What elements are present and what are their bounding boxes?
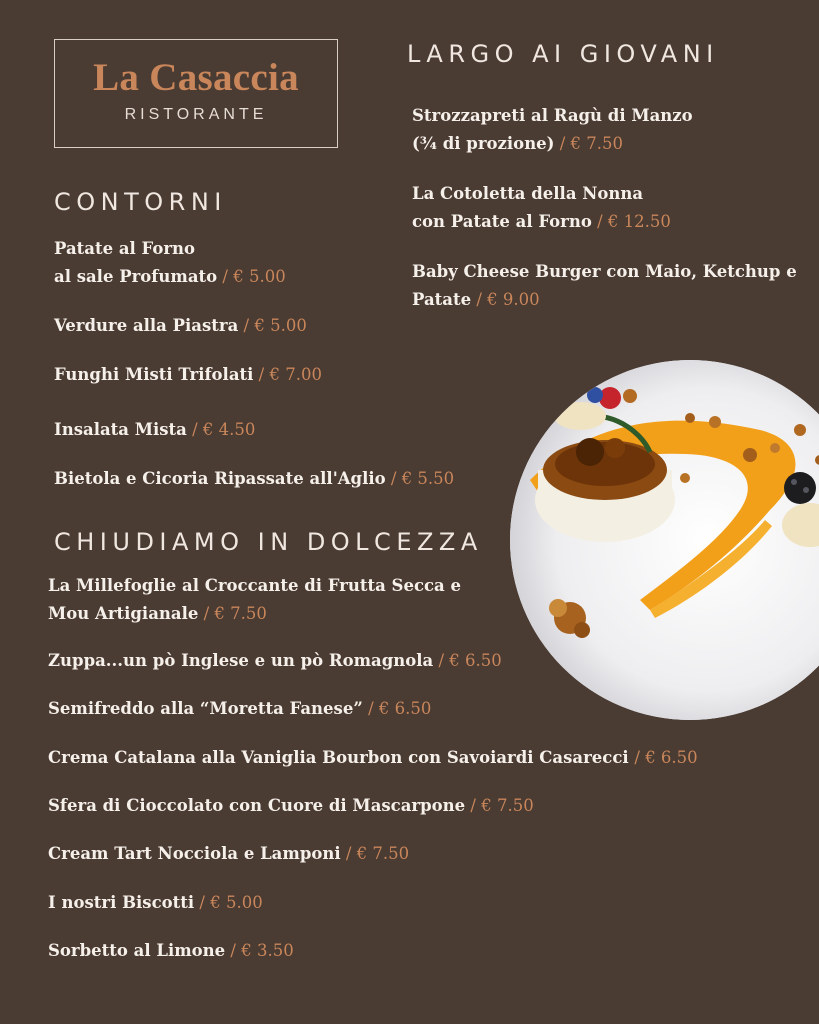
item-name: Sorbetto al Limone [48, 941, 226, 960]
item-price: / € 6.50 [362, 699, 432, 718]
item-price: / € 5.00 [217, 267, 286, 286]
restaurant-logo [54, 39, 338, 148]
item-name-line2: con Patate al Forno [412, 212, 592, 231]
item-price: / € 5.00 [194, 893, 263, 912]
item-name: Sfera di Cioccolato con Cuore di Mascarpone [48, 796, 466, 815]
menu-item-bietola [54, 465, 454, 493]
item-name: Cream Tart Nocciola e Lamponi [48, 844, 341, 863]
menu-item-strozzapreti [412, 102, 693, 158]
item-name: Baby Cheese Burger con Maio, Ketchup e [412, 262, 797, 281]
item-name: Zuppa...un pò Inglese e un pò Romagnola [48, 651, 434, 670]
item-name: Crema Catalana alla Vaniglia Bourbon con Savoiardi Casarecci [48, 748, 635, 767]
menu-item-millefoglie [48, 572, 461, 628]
menu-item-sorbetto [48, 937, 294, 965]
section-heading-contorni: CONTORNI [54, 188, 227, 216]
menu-item-sfera [48, 792, 534, 820]
item-price: / € 3.50 [225, 941, 294, 960]
item-name: Strozzapreti al Ragù di Manzo [412, 106, 693, 125]
item-name: Patate al Forno [54, 239, 196, 258]
item-price: / € 9.00 [471, 290, 540, 309]
menu-item-semifreddo [48, 695, 431, 723]
item-name-line2: Patate [412, 290, 472, 309]
item-price: / € 12.50 [591, 212, 671, 231]
item-price: / € 7.50 [340, 844, 410, 863]
item-price: / € 6.50 [634, 748, 698, 767]
item-price: / € 6.50 [433, 651, 502, 670]
item-name: Semifreddo alla “Moretta Fanese” [48, 699, 363, 718]
item-price: / € 7.50 [198, 604, 267, 623]
section-heading-largo: LARGO AI GIOVANI [407, 40, 719, 68]
item-name: Bietola e Cicoria Ripassate all'Aglio [54, 469, 386, 488]
menu-item-patate [54, 235, 286, 291]
restaurant-name: La Casaccia [93, 56, 299, 99]
menu-item-crema-catalana [48, 744, 698, 772]
menu-item-funghi [54, 361, 322, 389]
item-name: I nostri Biscotti [48, 893, 195, 912]
item-price: / € 7.50 [465, 796, 534, 815]
item-name: La Cotoletta della Nonna [412, 184, 644, 203]
dessert-photo [510, 360, 819, 720]
item-price: / € 7.00 [253, 365, 322, 384]
item-price: / € 5.00 [238, 316, 307, 335]
dessert-illustration [510, 360, 819, 720]
item-name: La Millefoglie al Croccante di Frutta Secca e [48, 576, 461, 595]
menu-item-cotoletta [412, 180, 671, 236]
menu-item-verdure [54, 312, 307, 340]
item-price: / € 7.50 [554, 134, 624, 153]
item-name-line2: Mou Artigianale [48, 604, 199, 623]
menu-item-insalata [54, 416, 255, 444]
menu-item-biscotti [48, 889, 263, 917]
item-name: Verdure alla Piastra [54, 316, 239, 335]
item-price: / € 4.50 [186, 420, 256, 439]
item-name-line2: (¾ di prozione) [412, 134, 555, 153]
item-name-line2: al sale Profumato [54, 267, 218, 286]
menu-item-zuppa [48, 647, 502, 675]
item-name: Insalata Mista [54, 420, 187, 439]
section-heading-dolci: CHIUDIAMO IN DOLCEZZA [54, 528, 483, 556]
item-price: / € 5.50 [385, 469, 455, 488]
item-name: Funghi Misti Trifolati [54, 365, 254, 384]
restaurant-subtitle: RISTORANTE [124, 106, 268, 123]
menu-item-burger [412, 258, 797, 314]
menu-item-cream-tart [48, 840, 409, 868]
